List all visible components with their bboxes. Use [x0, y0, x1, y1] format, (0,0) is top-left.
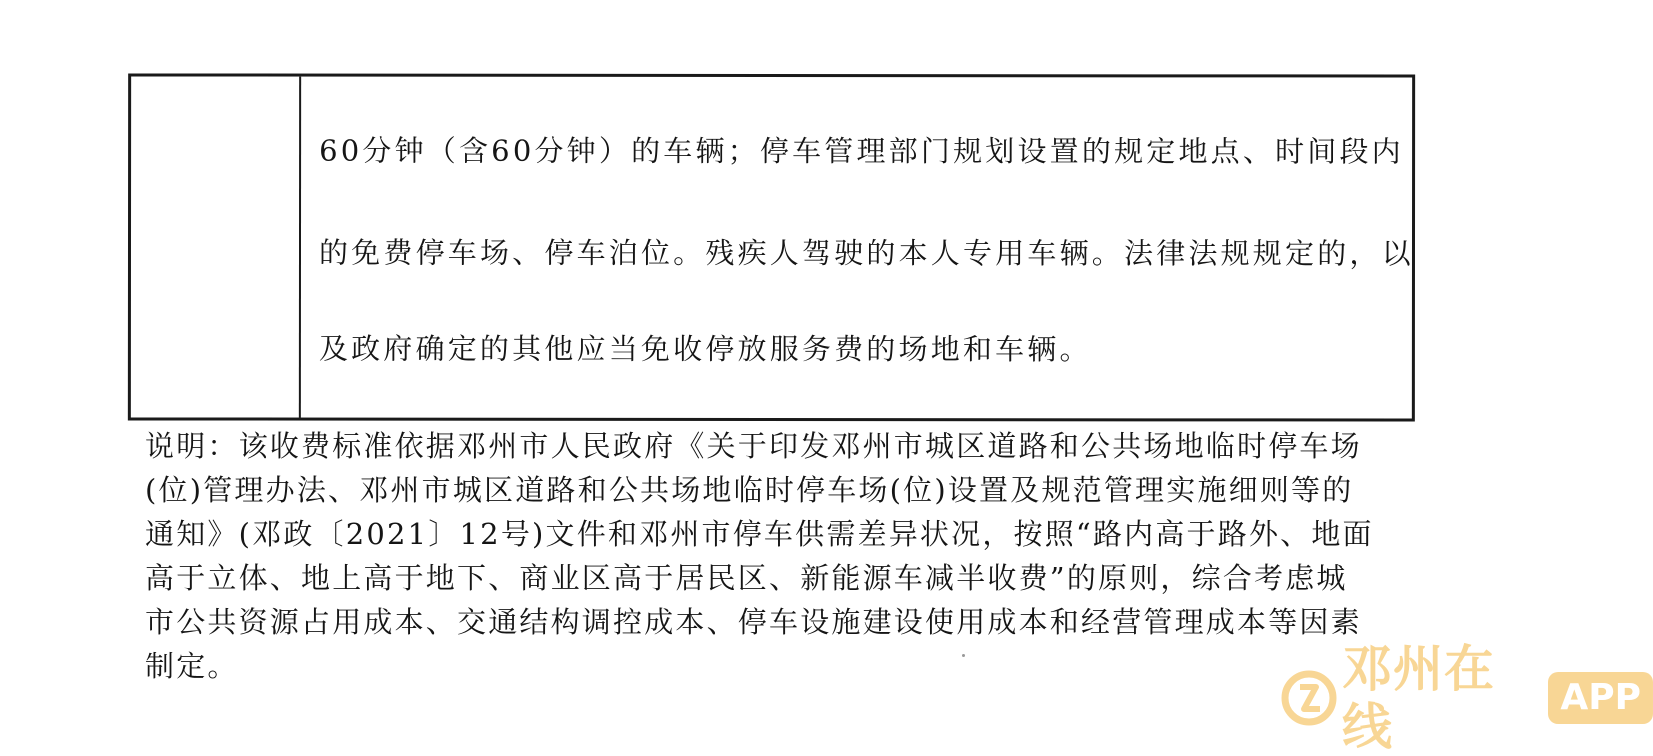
note-line: 高于立体、地上高于地下、商业区高于居民区、新能源车减半收费”的原则，综合考虑城	[145, 561, 1348, 595]
fee-table	[128, 73, 1415, 421]
watermark	[1280, 640, 1653, 756]
scan-speck	[962, 654, 965, 657]
note-line: 市公共资源占用成本、交通结构调控成本、停车设施建设使用成本和经营管理成本等因素	[145, 605, 1362, 639]
table-text-line: 60分钟（含60分钟）的车辆；停车管理部门规划设置的规定地点、时间段内	[319, 133, 1404, 169]
table-right-cell	[301, 77, 1412, 419]
table-left-cell	[131, 76, 301, 417]
note-line: 制定。	[145, 649, 239, 683]
table-text-line: 的免费停车场、停车泊位。残疾人驾驶的本人专用车辆。法律法规规定的，以	[318, 235, 1414, 271]
note-line: 说明：该收费标准依据邓州市人民政府《关于印发邓州市城区道路和公共场地临时停车场	[145, 429, 1362, 463]
watermark-app-badge: APP	[1548, 672, 1653, 724]
table-text-line: 及政府确定的其他应当免收停放服务费的场地和车辆。	[318, 331, 1092, 367]
note-line: (位)管理办法、邓州市城区道路和公共场地临时停车场(位)设置及规范管理实施细则等的	[145, 473, 1354, 507]
dz-logo-icon	[1280, 669, 1338, 727]
watermark-name: 邓州在线	[1342, 640, 1495, 756]
note-line: 通知》(邓政〔2021〕12号)文件和邓州市停车供需差异状况，按照“路内高于路外、地面	[145, 517, 1374, 551]
